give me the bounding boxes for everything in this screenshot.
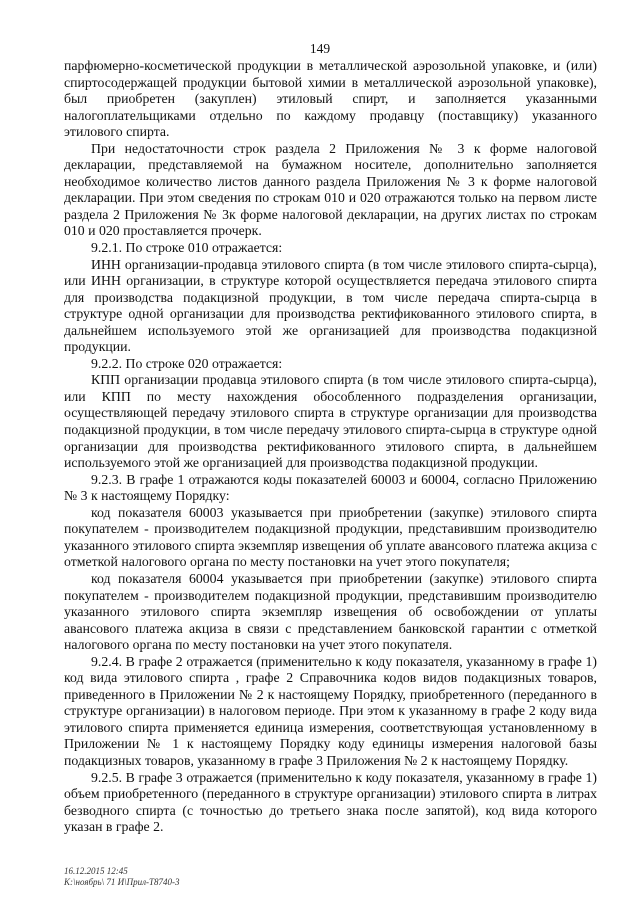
- paragraph: код показателя 60004 указывается при приобретении (закупке) этилового спирта покупателем - производителем подакцизной продукции, представившим производителю указанного этилового спирта экземпляр извещения об освобождении от уплаты авансового платежа акциза в связи с представлением банковской гарантии с отметкой налогового органа по месту постановки на учет этого покупателя.: [64, 570, 597, 653]
- footer-stamp: [64, 866, 180, 888]
- paragraph-9-2-4: 9.2.4. В графе 2 отражается (применительно к коду показателя, указанному в графе 1) код вида этилового спирта , графе 2 Справочника кодов видов подакцизных товаров, приведенного в Приложении № 2 к настоящему Порядку, приобретенного (переданного в структуре организации) в налоговом периоде. При этом к указанному в графе 2 коду вида этилового спирта применяется единица измерения, соответствующая установленному в Приложении № 1 к настоящему Порядку коду единицы измерения налоговой базы подакцизных товаров, указанному в графе 3 Приложения № 2 к настоящему Порядку.: [64, 653, 597, 768]
- paragraph: При недостаточности строк раздела 2 Приложения № 3 к форме налоговой декларации, представляемой на бумажном носителе, дополнительно заполняется необходимое количество листов данного раздела Приложения № 3 к форме налоговой декларации. При этом сведения по строкам 010 и 020 отражаются только на первом листе раздела 2 Приложения № 3к форме налоговой декларации, на других листах по строкам 010 и 020 проставляется прочерк.: [64, 140, 597, 239]
- footer-file-path: К:\ноябрь\ 71 И\Прил-Т8740-3: [64, 877, 180, 887]
- document-body: [64, 58, 597, 836]
- footer-timestamp: 16.12.2015 12:45: [64, 866, 128, 876]
- paragraph: ИНН организации-продавца этилового спирта (в том числе этилового спирта-сырца), или ИНН организации, в структуре которой осуществляется передача этилового спирта для производства подакцизной продукции, в том числе передача спирта-сырца в структуре одной организации для производства ректификованного этилового спирта, в дальнейшем используемого этой же организацией для производства подакцизной продукции.: [64, 256, 597, 355]
- paragraph-9-2-3: 9.2.3. В графе 1 отражаются коды показателей 60003 и 60004, согласно Приложению № 3 к настоящему Порядку:: [64, 471, 597, 504]
- paragraph: парфюмерно-косметической продукции в металлической аэрозольной упаковке, и (или) спиртосодержащей продукции бытовой химии в металлической аэрозольной упаковке), был приобретен (закуплен) этиловый спирт, и заполняется указанными налогоплательщиками отдельно по каждому продавцу (поставщику) указанного этилового спирта.: [64, 58, 597, 140]
- page-number: 149: [309, 41, 331, 56]
- paragraph: код показателя 60003 указывается при приобретении (закупке) этилового спирта покупателем - производителем подакцизной продукции, представившим производителю указанного этилового спирта экземпляр извещения об уплате авансового платежа акциза с отметкой налогового органа по месту постановки на учет этого покупателя;: [64, 504, 597, 570]
- section-heading-9-2-2: 9.2.2. По строке 020 отражается:: [91, 355, 283, 371]
- section-heading-9-2-1: 9.2.1. По строке 010 отражается:: [91, 240, 283, 256]
- paragraph: КПП организации продавца этилового спирта (в том числе этилового спирта-сырца), или КПП по месту нахождения обособленного подразделения организации, осуществляющей передачу этилового спирта в структуре организации для производства подакцизной продукции, в том числе передачу этилового спирта-сырца в структуре одной организации для производства ректификованного этилового спирта, в дальнейшем используемого этой же организацией для производства подакцизной продукции.: [64, 372, 597, 471]
- paragraph-9-2-5: 9.2.5. В графе 3 отражается (применительно к коду показателя, указанному в графе 1) объем приобретенного (переданного в структуре организации) этилового спирта в литрах безводного спирта (с точностью до третьего знака после запятой), код вида которого указан в графе 2.: [64, 769, 597, 835]
